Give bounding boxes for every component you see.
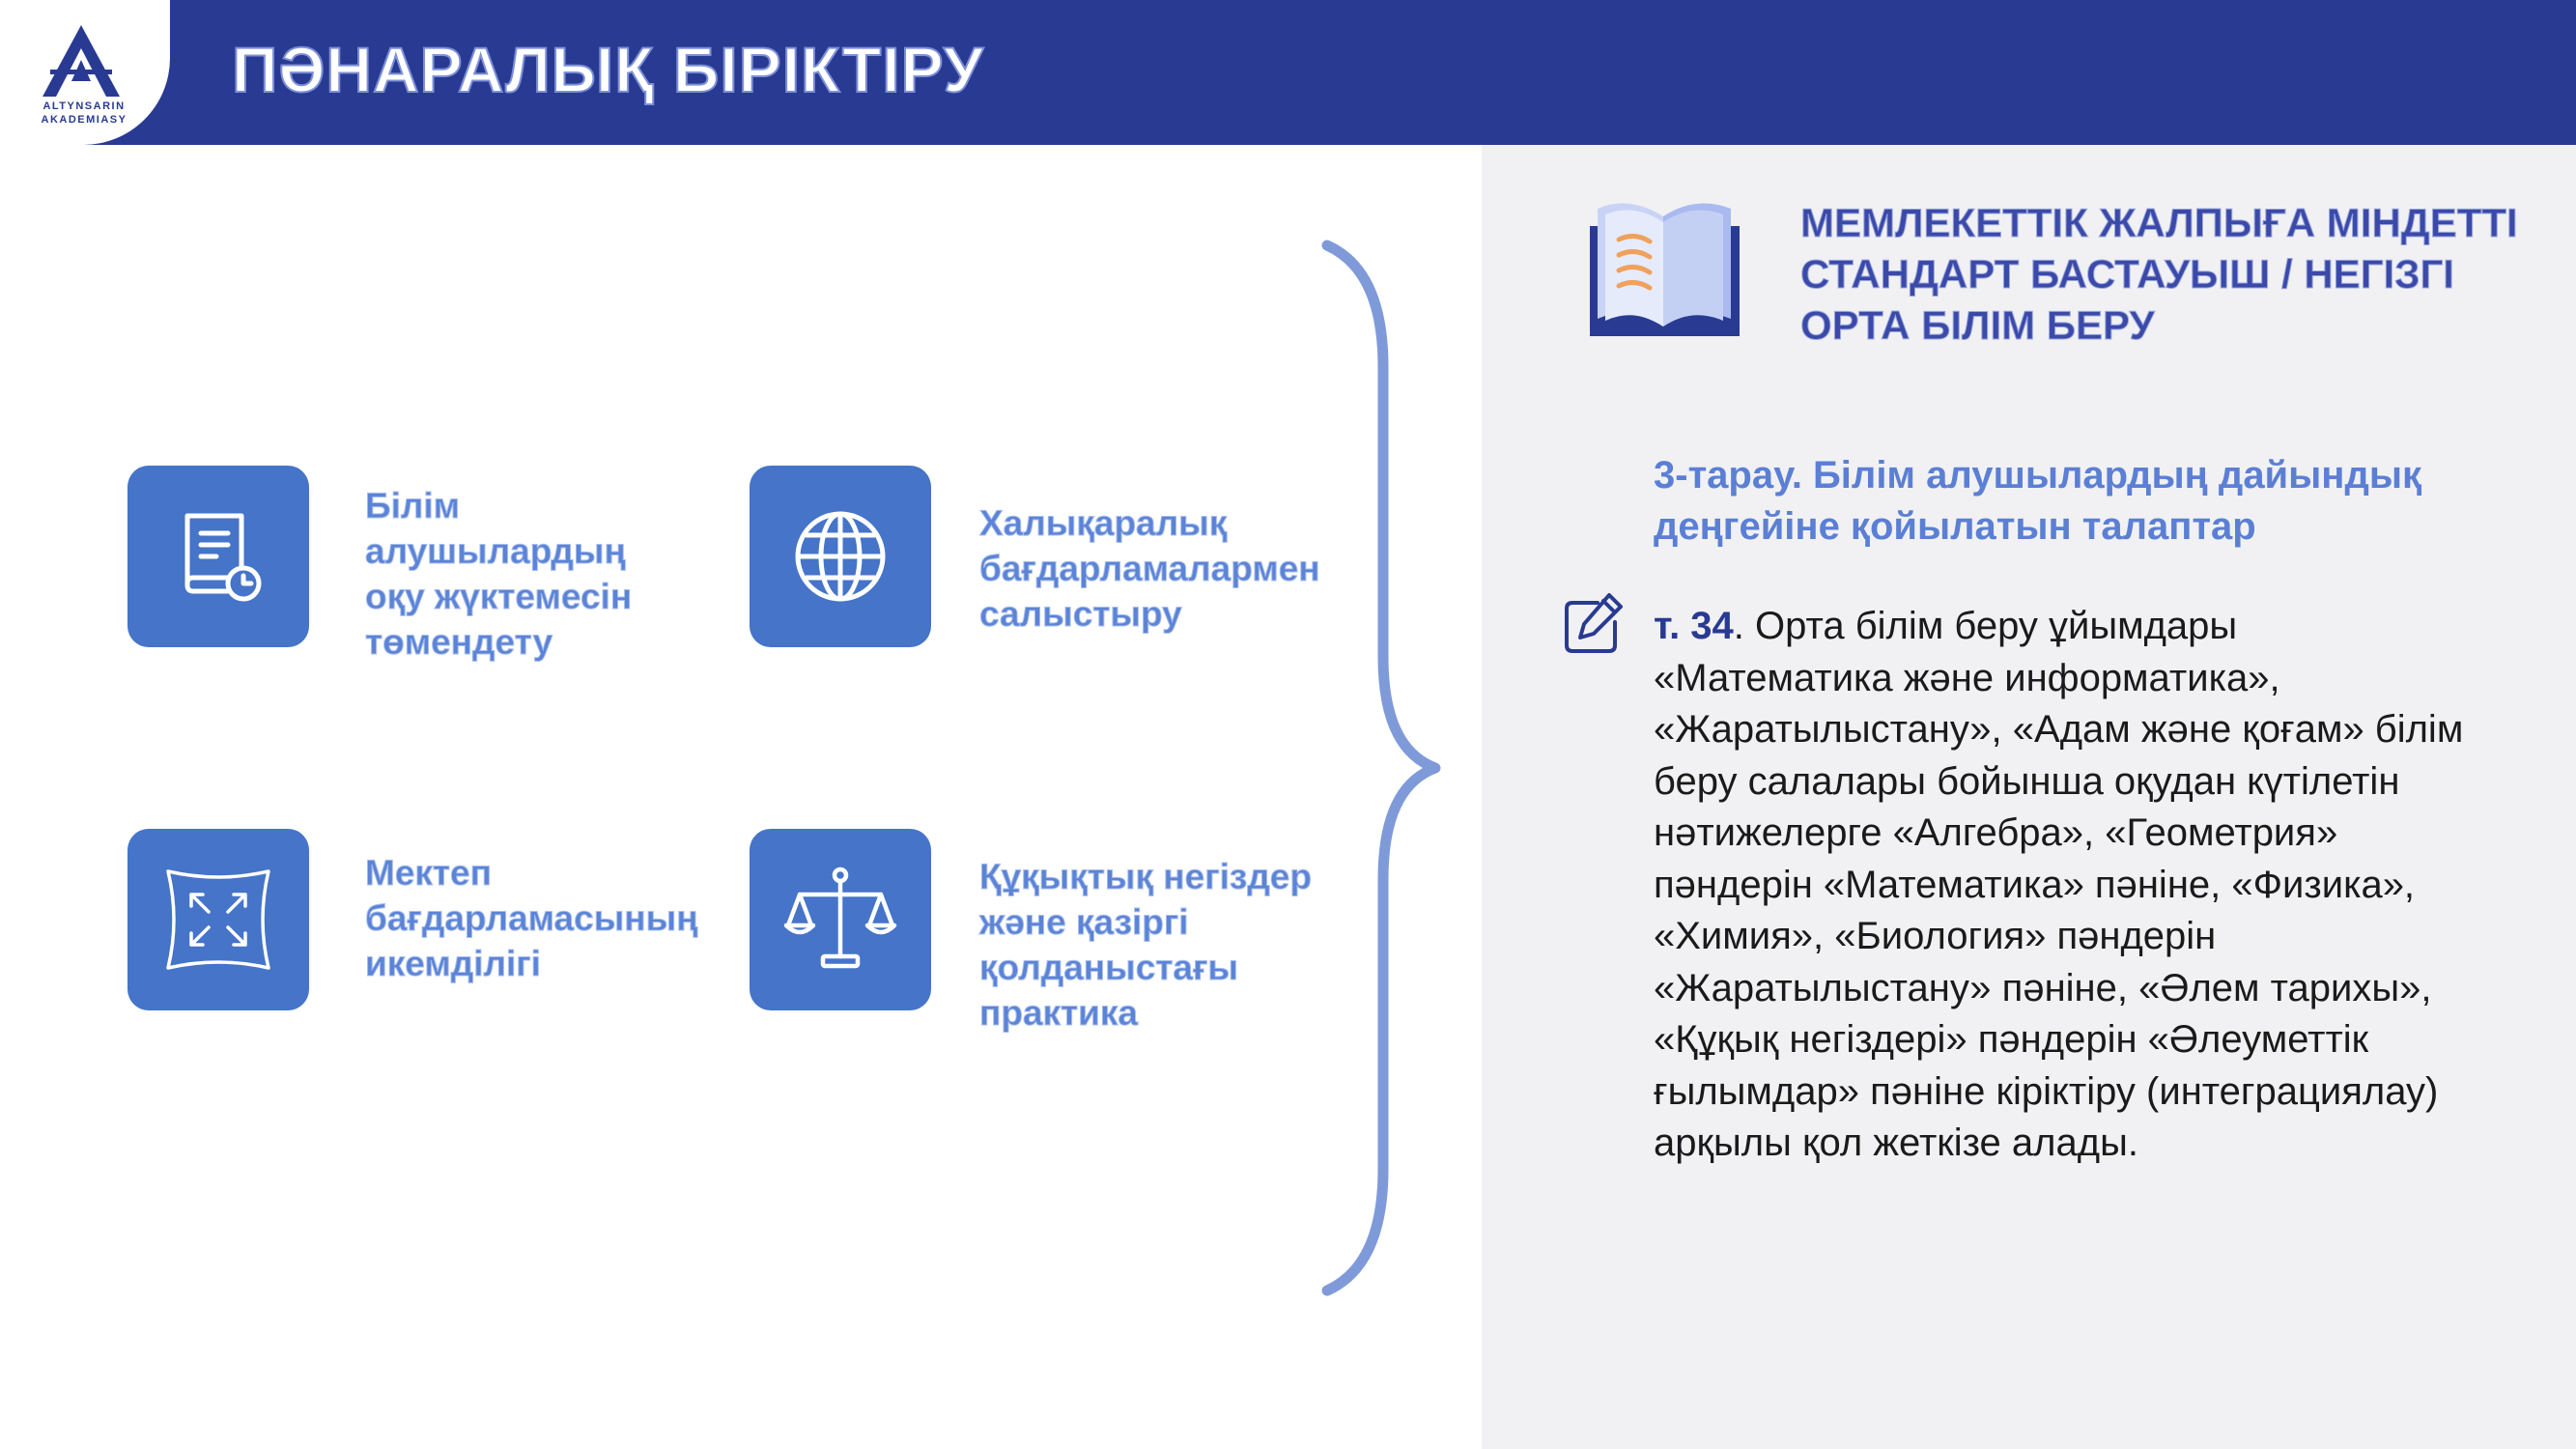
globe-icon bbox=[782, 498, 898, 614]
scales-icon bbox=[782, 862, 898, 978]
feature-label-legal: Құқықтық негіздер және қазіргі қолданыстағы практика bbox=[979, 857, 1312, 1033]
feature-label-international: Халықаралық бағдарламалармен салыстыру bbox=[979, 503, 1320, 634]
clause-text bbox=[1654, 601, 2465, 1170]
feature-tile-legal bbox=[750, 829, 931, 1010]
feature-tile-international bbox=[750, 466, 931, 647]
clause-body: . Орта білім беру ұйымдары «Математика және информатика», «Жаратылыстану», «Адам және қоғам» білім беру салалары бойынша оқудан күтілетін нәтижелерге «Алгебра», «Геометрия» пәндерін «Математика» пәніне, «Физика», «Химия», «Биология» пәндерін «Жаратылыстану» пәніне, «Әлем тарихы», «Құқық негіздері» пәндерін «Әлеуметтік ғылымдар» пәніне кіріктіру (интеграциялау) арқылы қол жеткізе алады. bbox=[1654, 605, 2464, 1164]
header-bar bbox=[0, 0, 2576, 145]
feature-tile-flexibility bbox=[127, 829, 309, 1010]
section-title: 3-тарау. Білім алушылардың дайындық деңгейіне қойылатын талаптар bbox=[1654, 454, 2422, 548]
edit-note-icon bbox=[1559, 589, 1628, 659]
standard-title: МЕМЛЕКЕТТІК ЖАЛПЫҒА МІНДЕТТІ СТАНДАРТ БАСТАУЫШ / НЕГІЗГІ ОРТА БІЛІМ БЕРУ bbox=[1800, 200, 2518, 348]
logo-text-line1: ALTYNSARIN bbox=[42, 100, 126, 112]
curly-brace-divider bbox=[1314, 232, 1449, 1304]
logo[interactable] bbox=[0, 0, 170, 145]
altynsarin-logo-icon bbox=[35, 23, 127, 99]
feature-label-flexibility: Мектеп бағдарламасының икемділігі bbox=[365, 853, 698, 983]
logo-text-line2: AKADEMIASY bbox=[41, 114, 127, 126]
book-clock-icon bbox=[160, 498, 276, 614]
page-title: ПӘНАРАЛЫҚ БІРІКТІРУ bbox=[232, 34, 984, 105]
feature-tile-workload bbox=[127, 466, 309, 647]
clause-reference: т. 34 bbox=[1654, 605, 1734, 647]
expand-arrows-icon bbox=[160, 862, 276, 978]
feature-label-workload: Білім алушылардың оқу жүктемесін төмендету bbox=[365, 486, 633, 662]
open-book-icon bbox=[1580, 191, 1749, 346]
